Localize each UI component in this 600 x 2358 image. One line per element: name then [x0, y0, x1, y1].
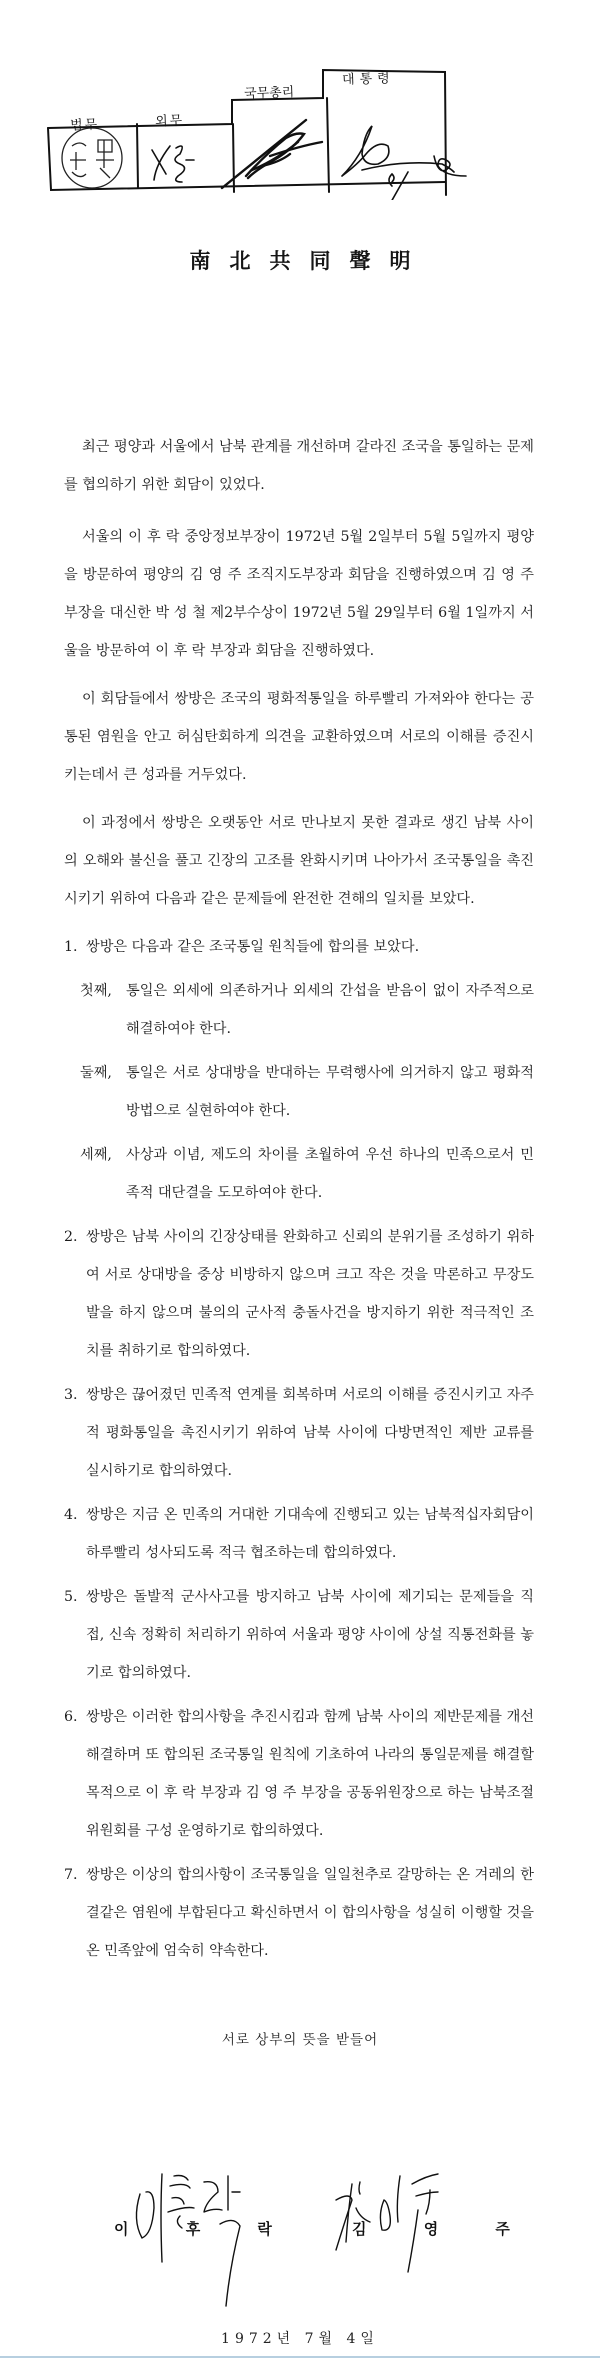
item-number: 4.	[64, 1507, 78, 1523]
item-number: 5.	[64, 1589, 78, 1605]
agreement-item-7	[64, 1856, 534, 1970]
talks-outcome-paragraph: 이 회담들에서 쌍방은 조국의 평화적통일을 하루빨리 가져와야 한다는 공통된 염원을 안고 허심탄회하게 의견을 교환하였으며 서로의 이해를 증진시키는데서 큰 성과를 거두었다.	[64, 691, 534, 783]
item-number: 3.	[64, 1387, 78, 1403]
signer-name-lee-hu-rak: 이 후 락	[114, 2220, 298, 2238]
approval-signature-boxes	[0, 0, 600, 200]
approval-label-foreign-affairs: 외무	[154, 113, 185, 130]
approval-box-frame	[0, 0, 600, 200]
principle-ordinal: 둘째,	[80, 1065, 112, 1081]
seal-stamp-icon	[62, 128, 122, 188]
item-text: 쌍방은 끊어졌던 민족적 연계를 회복하며 서로의 이해를 증진시키고 자주적 평화통일을 촉진시키기 위하여 남북 사이에 다방면적인 제반 교류를 실시하기로 합의하였다.	[86, 1387, 534, 1479]
agreement-item-6	[64, 1698, 534, 1850]
document-title: 南北共同聲明	[189, 248, 430, 273]
agreement-item-5	[64, 1578, 534, 1692]
item-number: 1.	[64, 939, 78, 955]
meeting-details-paragraph: 서울의 이 후 락 중앙정보부장이 1972년 5월 2일부터 5월 5일까지 평양을 방문하여 평양의 김 영 주 조직지도부장과 회담을 진행하였으며 김 영 주 부장을 대신한 박 성 철 제2부수상이 1972년 5월 29일부터 6월 1일까지 서울을 방문하여 이 후 락 부장과 회담을 진행하였다.	[64, 529, 534, 659]
prime-minister-signature-icon	[222, 120, 322, 188]
item-text: 쌍방은 지금 온 민족의 거대한 기대속에 진행되고 있는 남북적십자회담이 하루빨리 성사되도록 적극 협조하는데 합의하였다.	[86, 1507, 534, 1561]
signer-name-kim-yong-ju: 김 영 주	[352, 2220, 536, 2238]
agreement-item-1	[64, 928, 534, 966]
item-text: 쌍방은 이상의 합의사항이 조국통일을 일일천추로 갈망하는 온 겨레의 한결같은 염원에 부합된다고 확신하면서 이 합의사항을 성실히 이행할 것을 온 민족앞에 엄숙히 약속한다.	[86, 1867, 534, 1959]
principle-text: 통일은 서로 상대방을 반대하는 무력행사에 의거하지 않고 평화적 방법으로 실현하여야 한다.	[126, 1065, 534, 1119]
item-text: 쌍방은 다음과 같은 조국통일 원칙들에 합의를 보았다.	[86, 939, 420, 955]
principle-ordinal: 첫째,	[80, 983, 112, 999]
approval-label-justice: 법무	[69, 117, 100, 134]
principle-second	[64, 1054, 534, 1130]
agreement-item-4	[64, 1496, 534, 1572]
signature-area	[0, 2120, 600, 2280]
foreign-minister-signature-icon	[152, 146, 194, 182]
item-number: 2.	[64, 1229, 78, 1245]
intro-paragraph: 최근 평양과 서울에서 남북 관계를 개선하며 갈라진 조국을 통일하는 문제를 협의하기 위한 회담이 있었다.	[64, 439, 534, 493]
document-date: 1972년 7월 4일	[221, 2331, 379, 2347]
approval-label-president: 대통령	[341, 71, 396, 88]
principle-first	[64, 972, 534, 1048]
principle-third	[64, 1136, 534, 1212]
lee-hu-rak-signature-icon	[136, 2174, 240, 2306]
item-text: 쌍방은 돌발적 군사사고를 방지하고 남북 사이에 제기되는 문제들을 직접, 신속 정확히 처리하기 위하여 서울과 평양 사이에 상설 직통전화를 놓기로 합의하였다.	[86, 1589, 534, 1681]
approval-label-prime-minister: 국무총리	[243, 85, 295, 102]
agreement-intro-paragraph: 이 과정에서 쌍방은 오랫동안 서로 만나보지 못한 결과로 생긴 남북 사이의 오해와 불신을 풀고 긴장의 고조를 완화시키며 나아가서 조국통일을 촉진시키기 위하여 다음과 같은 문제들에 완전한 견해의 일치를 보았다.	[64, 815, 534, 907]
item-text: 쌍방은 남북 사이의 긴장상태를 완화하고 신뢰의 분위기를 조성하기 위하여 서로 상대방을 중상 비방하지 않으며 크고 작은 것을 막론하고 무장도발을 하지 않으며 불의의 군사적 충돌사건을 방지하기 위한 적극적인 조치를 취하기로 합의하였다.	[86, 1229, 534, 1359]
item-text: 쌍방은 이러한 합의사항을 추진시킴과 함께 남북 사이의 제반문제를 개선 해결하며 또 합의된 조국통일 원칙에 기초하여 나라의 통일문제를 해결할 목적으로 이 후 락 부장과 김 영 주 부장을 공동위원장으로 하는 남북조절위원회를 구성 운영하기로 합의하였다.	[86, 1709, 534, 1839]
agreement-item-2	[64, 1218, 534, 1370]
president-signature-icon	[342, 126, 466, 200]
item-number: 6.	[64, 1709, 78, 1725]
agreement-item-3	[64, 1376, 534, 1490]
principle-ordinal: 세째,	[80, 1147, 112, 1163]
item-number: 7.	[64, 1867, 78, 1883]
closing-line: 서로 상부의 뜻을 받들어	[221, 2032, 379, 2048]
document-body	[64, 428, 534, 1976]
principle-text: 통일은 외세에 의존하거나 외세의 간섭을 받음이 없이 자주적으로 해결하여야 한다.	[126, 983, 534, 1037]
principle-text: 사상과 이념, 제도의 차이를 초월하여 우선 하나의 민족으로서 민족적 대단결을 도모하여야 한다.	[126, 1147, 534, 1201]
